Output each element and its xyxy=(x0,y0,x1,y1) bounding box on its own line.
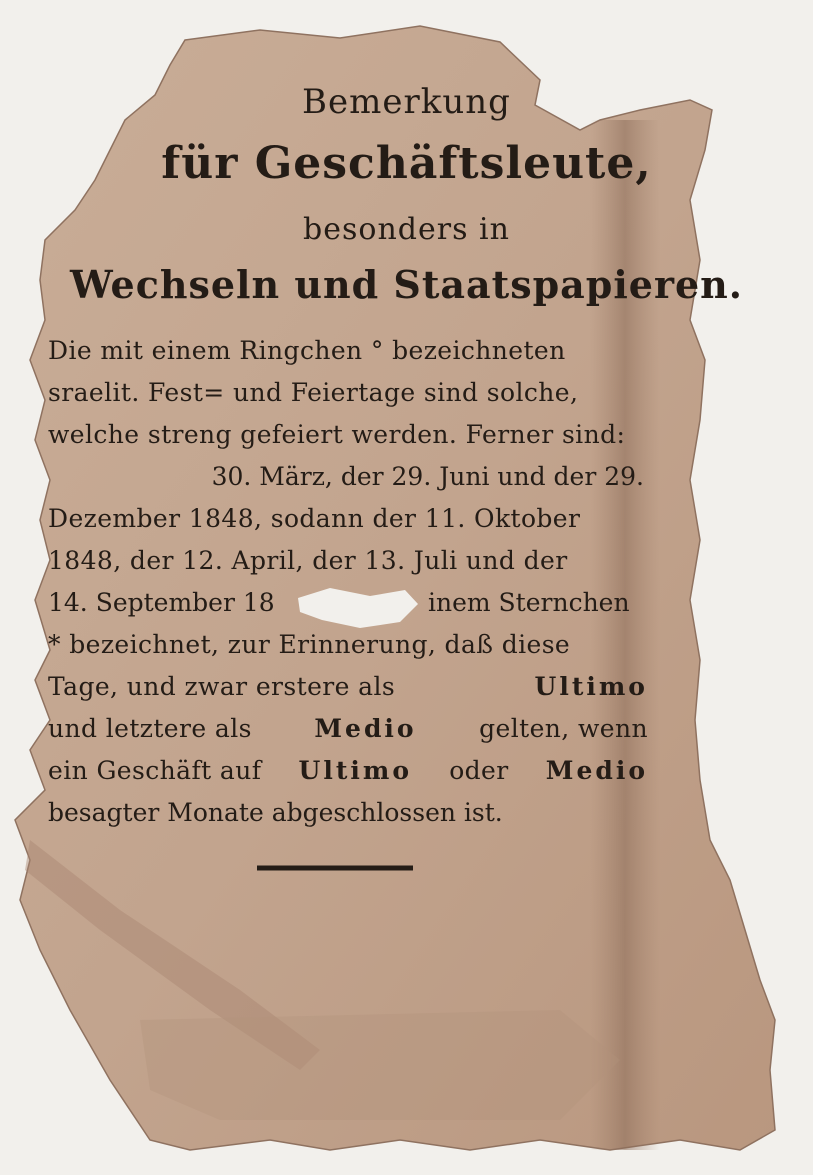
body-line-10-text: und letztere als xyxy=(48,714,252,743)
ultimo-term-2: Ultimo xyxy=(298,756,413,785)
heading-wechseln: Wechseln und Staatspapieren. xyxy=(69,262,744,307)
body-line-12: besagter Monate abgeschlossen ist. xyxy=(48,798,503,827)
heading-bemerkung: Bemerkung xyxy=(302,82,511,122)
bottom-stain xyxy=(140,1010,620,1120)
body-line-3: welche streng gefeiert werden. Ferner sind: xyxy=(48,420,626,449)
body-line-2: sraelit. Fest= und Feiertage sind solche, xyxy=(48,378,579,407)
body-line-9 xyxy=(48,672,648,701)
body-line-11-text: ein Geschäft auf xyxy=(48,756,262,785)
medio-term-2: Medio xyxy=(545,756,648,785)
ultimo-term: Ultimo xyxy=(534,672,648,701)
body-line-1: Die mit einem Ringchen ° bezeichneten xyxy=(48,336,566,365)
body-line-9-text: Tage, und zwar erstere als xyxy=(48,672,396,701)
body-line-8: * bezeichnet, zur Erinnerung, daß diese xyxy=(48,630,571,659)
body-line-6: 1848, der 12. April, der 13. Juli und der xyxy=(48,546,568,575)
body-line-11 xyxy=(48,756,648,785)
body-line-5: Dezember 1848, sodann der 11. Oktober xyxy=(48,504,581,533)
body-line-11-mid: oder xyxy=(449,756,509,785)
heading-besonders: besonders in xyxy=(303,212,510,247)
heading-geschaeftsleute: für Geschäftsleute, xyxy=(161,138,652,189)
body-line-7b: inem Sternchen xyxy=(428,588,630,617)
medio-term: Medio xyxy=(314,714,417,743)
body-line-4: 30. März, der 29. Juni und der 29. xyxy=(211,462,644,491)
body-line-10 xyxy=(48,714,648,743)
body-line-10-end: gelten, wenn xyxy=(479,714,648,743)
body-line-7a: 14. September 18 xyxy=(48,588,275,617)
